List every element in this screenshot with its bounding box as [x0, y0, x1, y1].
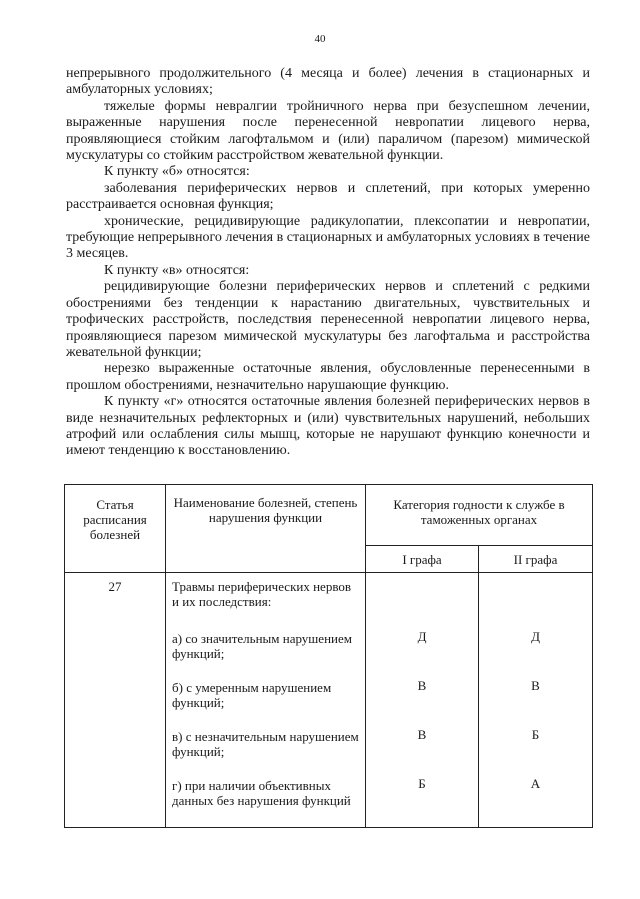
article-number: 27: [65, 573, 166, 828]
disease-item: в) с незначительным нарушением функций;: [172, 729, 359, 759]
category-value: В: [531, 678, 540, 693]
disease-item: б) с умеренным нарушением функций;: [172, 680, 332, 710]
paragraph: К пункту «в» относятся:: [104, 262, 250, 278]
header-article: Статья расписания болезней: [65, 485, 166, 573]
disease-heading: Травмы периферических нервов и их последствия:: [172, 579, 352, 609]
header-column-2: II графа: [479, 546, 593, 573]
paragraph: хронические, рецидивирующие радикулопатии, плексопатии и невропатии, требующие непрерывного лечения в стационарных и амбулаторных условиях в течение 3 месяцев.: [66, 213, 590, 262]
category-value: В: [417, 727, 427, 742]
category-value: Д: [417, 629, 427, 644]
paragraph: К пункту «б» относятся:: [104, 164, 250, 180]
category-value: А: [530, 776, 541, 791]
header-category: Категория годности к службе в таможенных органах: [366, 485, 593, 546]
paragraph: К пункту «г» относятся остаточные явления болезней периферических нервов в виде незначительных рефлекторных и (или) чувствительных нарушений, небольших атрофий или ослабления силы мышц, которые не нарушают функцию конечности и имеют тенденцию к восстановлению.: [66, 394, 590, 459]
body-text: [66, 66, 590, 460]
table-row: [65, 573, 593, 828]
category-column-1-cell: [366, 573, 479, 828]
paragraph: тяжелые формы невралгии тройничного нерва при безуспешном лечении, выраженные нарушения после перенесенной невропатии лицевого нерва, проявляющиеся стойким лагофтальмом и (или) параличом (парезом) мимической мускулатуры со стойким расстройством жевательной функции.: [66, 98, 590, 164]
paragraph: заболевания периферических нервов и сплетений, при которых умеренно расстраивается основная функция;: [66, 180, 590, 213]
category-value: В: [417, 678, 427, 693]
disease-cell: [166, 573, 366, 828]
category-column-2-cell: [479, 573, 593, 828]
category-value: Д: [531, 629, 540, 644]
category-value: Б: [418, 776, 426, 791]
header-column-1: I графа: [366, 546, 479, 573]
page-number: 40: [314, 33, 326, 45]
category-value: Б: [531, 727, 540, 742]
paragraph: непрерывного продолжительного (4 месяца и более) лечения в стационарных и амбулаторных условиях;: [66, 66, 590, 98]
disease-item: а) со значительным нарушением функций;: [172, 631, 352, 661]
header-disease: Наименование болезней, степень нарушения функции: [166, 485, 366, 573]
paragraph: нерезко выраженные остаточные явления, обусловленные перенесенными в прошлом обострениями, незначительно нарушающие функцию.: [66, 361, 590, 393]
disease-item: г) при наличии объективных данных без нарушения функций: [172, 778, 351, 808]
paragraph: рецидивирующие болезни периферических нервов и сплетений с редкими обострениями без тенденции к нарастанию двигательных, чувствительных и трофических расстройств, последствия перенесенной невропатии лицевого нерва, проявляющиеся парезом мимической мускулатуры без лагофтальма и расстройства жевательной функции;: [66, 279, 590, 360]
fitness-category-table: [64, 484, 593, 828]
